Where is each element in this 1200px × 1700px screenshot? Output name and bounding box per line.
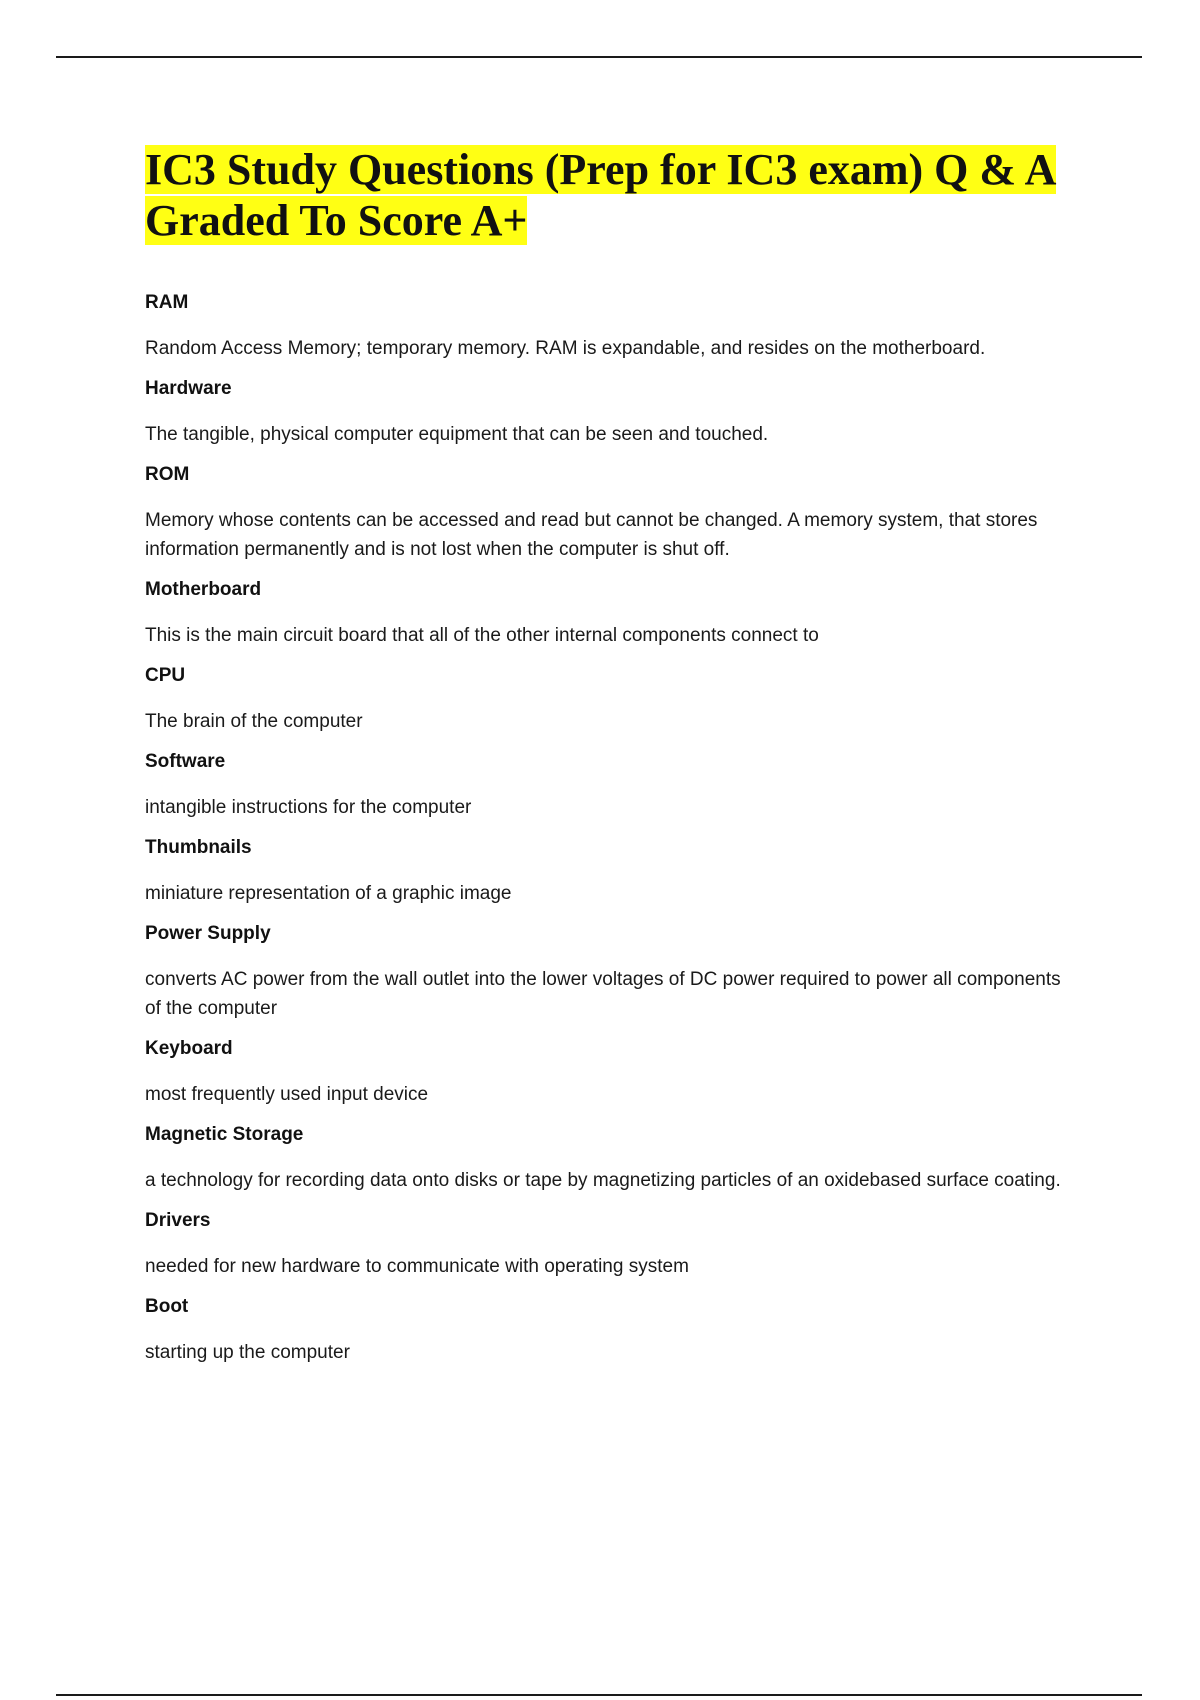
qa-item-thumbnails: [145, 835, 1065, 908]
term-label: Power Supply: [145, 923, 271, 944]
term-label: CPU: [145, 665, 186, 686]
term-label: ROM: [145, 464, 190, 485]
term-label: Keyboard: [145, 1038, 233, 1059]
definition-text: needed for new hardware to communicate with operating system: [145, 1256, 689, 1277]
qa-item-drivers: [145, 1208, 1065, 1281]
term-label: Motherboard: [145, 579, 262, 600]
qa-item-motherboard: [145, 577, 1065, 650]
term-label: Hardware: [145, 378, 232, 399]
qa-item-magnetic-storage: [145, 1122, 1065, 1195]
document-body: [145, 144, 1065, 1380]
term-label: Drivers: [145, 1210, 211, 1231]
definition-text: Memory whose contents can be accessed and read but cannot be changed. A memory system, that stores information permanently and is not lost when the computer is shut off.: [145, 510, 1038, 560]
definition-text: Random Access Memory; temporary memory. RAM is expandable, and resides on the motherboard.: [145, 338, 986, 359]
definition-text: converts AC power from the wall outlet into the lower voltages of DC power required to power all components of the computer: [145, 969, 1061, 1019]
qa-item-rom: [145, 462, 1065, 564]
qa-item-boot: [145, 1294, 1065, 1367]
definition-text: intangible instructions for the computer: [145, 797, 472, 818]
qa-item-software: [145, 749, 1065, 822]
definition-text: most frequently used input device: [145, 1084, 429, 1105]
term-label: Magnetic Storage: [145, 1124, 304, 1145]
qa-item-ram: [145, 290, 1065, 363]
term-label: RAM: [145, 292, 189, 313]
qa-item-cpu: [145, 663, 1065, 736]
qa-item-keyboard: [145, 1036, 1065, 1109]
bottom-rule: [56, 1694, 1142, 1696]
term-label: Boot: [145, 1296, 189, 1317]
definition-text: starting up the computer: [145, 1342, 350, 1363]
document-title: [145, 144, 1065, 246]
top-rule: [56, 56, 1142, 58]
definition-text: This is the main circuit board that all of the other internal components connect to: [145, 625, 819, 646]
term-label: Thumbnails: [145, 837, 252, 858]
qa-item-power-supply: [145, 921, 1065, 1023]
qa-list: [145, 290, 1065, 1367]
term-label: Software: [145, 751, 226, 772]
title-highlight: IC3 Study Questions (Prep for IC3 exam) Q & A Graded To Score A+: [145, 145, 1057, 245]
definition-text: miniature representation of a graphic image: [145, 883, 512, 904]
definition-text: The tangible, physical computer equipment that can be seen and touched.: [145, 424, 769, 445]
definition-text: The brain of the computer: [145, 711, 363, 732]
qa-item-hardware: [145, 376, 1065, 449]
definition-text: a technology for recording data onto disks or tape by magnetizing particles of an oxidebased surface coating.: [145, 1170, 1061, 1191]
